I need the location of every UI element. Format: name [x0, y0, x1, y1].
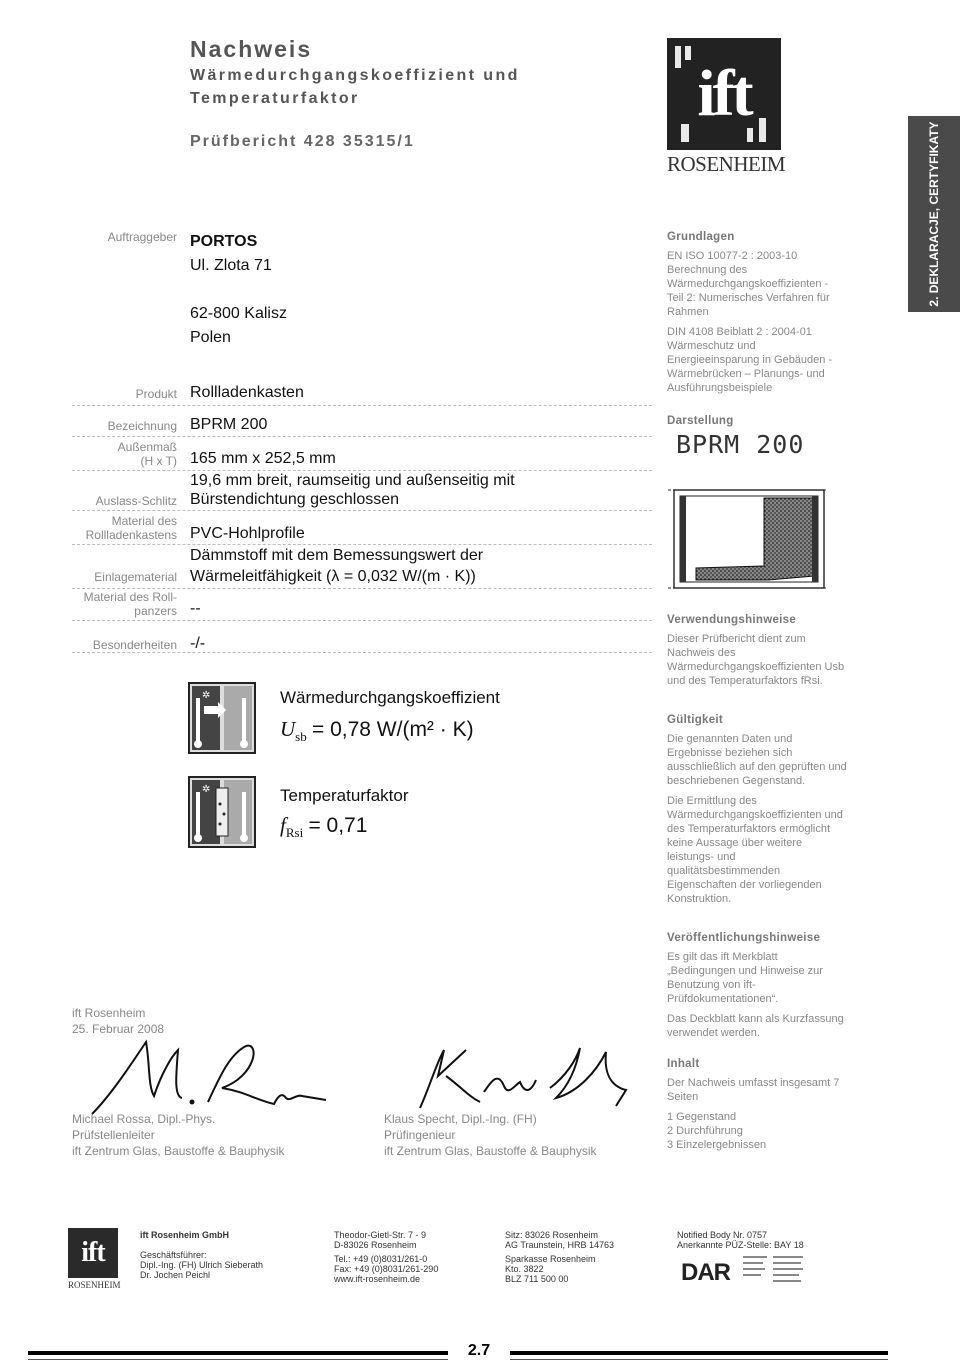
right-signatory-role: Prüfingenieur [384, 1128, 456, 1142]
verwendung-section [667, 613, 847, 688]
footer-logo-city: ROSENHEIM [68, 1280, 121, 1290]
footer-ift-logo [68, 1228, 121, 1292]
svg-text:✲: ✲ [202, 690, 211, 701]
inhalt-item: 3 Einzelergebnissen [667, 1139, 767, 1151]
footer-managers-label: Geschäftsführer: [140, 1250, 207, 1260]
footer-fax: Fax: +49 (0)8031/261-290 [334, 1264, 439, 1274]
u-symbol: U [280, 717, 296, 741]
gueltigkeit-text-2: Die Ermittlung des Wärmedurchgangskoeffizienten und des Temperaturfaktors ermöglicht keine Aussage über weitere leistungs- und qualitätsbestimmenden Eigenschaften der vorliegenden Konstruktion. [667, 795, 843, 905]
divider [72, 620, 652, 621]
inhalt-item: 2 Durchführung [667, 1125, 743, 1137]
footer-registry [505, 1230, 614, 1284]
left-signatory-org: ift Zentrum Glas, Baustoffe & Bauphysik [72, 1144, 285, 1158]
veroeffentlichung-text-1: Es gilt das ift Merkblatt „Bedingungen und Hinweise zur Benutzung von ift-Prüfdokumentationen“. [667, 951, 823, 1005]
aussenmass-value: 165 mm x 252,5 mm [190, 450, 336, 467]
signature-rossa [70, 1036, 340, 1116]
f-number: = 0,71 [308, 814, 368, 837]
gueltigkeit-heading: Gültigkeit [667, 714, 724, 726]
label-auftraggeber: Auftraggeber [107, 230, 177, 244]
logo-text: ift [697, 57, 751, 130]
footer-puez: Anerkannte PÜZ-Stelle: BAY 18 [677, 1240, 804, 1250]
panzer-value: -- [190, 600, 201, 617]
signature-place: ift Rosenheim [72, 1006, 146, 1020]
footer-manager-2: Dr. Jochen Peichl [140, 1270, 211, 1280]
grundlagen-heading: Grundlagen [667, 231, 735, 243]
cross-section-drawing [668, 486, 828, 596]
logo-city: ROSENHEIM [667, 152, 786, 176]
signature-date: 25. Februar 2008 [72, 1022, 165, 1036]
darstellung-heading: Darstellung [667, 415, 734, 427]
footer-logo-text: ift [68, 1228, 118, 1278]
darstellung-section [667, 414, 847, 428]
divider [72, 652, 652, 653]
client-city: 62-800 Kalisz [190, 305, 287, 322]
client-country: Polen [190, 329, 231, 346]
window-thermometer-icon [188, 682, 256, 754]
label-material-2: Rollladenkastens [85, 528, 177, 542]
footer-zip: D-83026 Rosenheim [334, 1240, 417, 1250]
einlage-line2: Wärmeleitfähigkeit (λ = 0,032 W/(m · K)) [190, 568, 476, 585]
section-tab-label: 2. DEKLARACJE, CERTYFIKATY [927, 121, 941, 307]
label-produkt: Produkt [135, 387, 177, 401]
signature-specht [380, 1036, 640, 1116]
footer-blz: BLZ 711 500 00 [505, 1274, 569, 1284]
auslass-line1: 19,6 mm breit, raumseitig und außenseitig mit [190, 472, 515, 489]
document-subtitle-line1: Wärmedurchgangskoeffizient und [190, 67, 520, 84]
divider [72, 588, 652, 589]
footer-court: AG Traunstein, HRB 14763 [505, 1240, 615, 1250]
label-aussenmass-1: Außenmaß [117, 440, 177, 454]
footer-bank: Sparkasse Rosenheim [505, 1254, 596, 1264]
client-name: PORTOS [190, 233, 258, 250]
u-subscript: sb [295, 729, 307, 745]
section-tab [908, 116, 960, 312]
footer-account: Kto. 3822 [505, 1264, 544, 1274]
verwendung-text: Dieser Prüfbericht dient zum Nachweis des Wärmedurchgangskoeffizienten Usb und des Temperaturfaktors fRsi. [667, 633, 845, 687]
footer-tel: Tel.: +49 (0)8031/261-0 [334, 1254, 428, 1264]
left-signatory-role: Prüfstellenleiter [72, 1128, 155, 1142]
footer-company-name: ift Rosenheim GmbH [140, 1230, 230, 1240]
footer-address [334, 1230, 438, 1284]
footer-notified-body: Notified Body Nr. 0757 [677, 1230, 768, 1240]
document-subtitle-line2: Temperaturfaktor [190, 90, 360, 107]
label-besonderheiten: Besonderheiten [92, 638, 177, 652]
gueltigkeit-section [667, 713, 847, 906]
f-symbol: f [280, 813, 286, 837]
svg-text:✲: ✲ [202, 784, 211, 795]
f-value [280, 813, 367, 841]
ift-logo [667, 38, 786, 182]
right-signatory [384, 1111, 597, 1159]
left-signatory-name: Michael Rossa, Dipl.-Phys. [72, 1112, 216, 1126]
f-subscript: Rsi [285, 825, 304, 841]
dar-letters: DAR [681, 1259, 730, 1286]
material-value: PVC-Hohlprofile [190, 525, 305, 542]
bezeichnung-value: BPRM 200 [190, 416, 268, 433]
inhalt-text: Der Nachweis umfasst insgesamt 7 Seiten [667, 1077, 840, 1103]
footer-notified [677, 1230, 804, 1250]
grundlagen-text-2: DIN 4108 Beiblatt 2 : 2004-01 Wärmeschutz und Energieeinsparung in Gebäuden - Wärmebrücken – Planungs- und Ausführungsbeispiele [667, 326, 833, 394]
footer-company [140, 1230, 263, 1280]
footer-seat: Sitz: 83026 Rosenheim [505, 1230, 599, 1240]
divider [72, 405, 652, 406]
drawing-title: BPRM 200 [676, 430, 805, 459]
gueltigkeit-text-1: Die genannten Daten und Ergebnisse beziehen sich ausschließlich auf den geprüften und beschriebenen Gegenstand. [667, 733, 847, 787]
produkt-value: Rollladenkasten [190, 384, 304, 401]
divider [72, 510, 652, 511]
right-signatory-org: ift Zentrum Glas, Baustoffe & Bauphysik [384, 1144, 597, 1158]
footer-manager-1: Dipl.-Ing. (FH) Ulrich Sieberath [140, 1260, 264, 1270]
veroeffentlichung-heading: Veröffentlichungshinweise [667, 932, 821, 944]
footer-street: Theodor-Gietl-Str. 7 - 9 [334, 1230, 427, 1240]
label-material-1: Material des [111, 514, 177, 528]
inhalt-heading: Inhalt [667, 1058, 700, 1070]
divider [72, 436, 652, 437]
right-signatory-name: Klaus Specht, Dipl.-Ing. (FH) [384, 1112, 537, 1126]
verwendung-heading: Verwendungshinweise [667, 614, 797, 626]
label-einlage: Einlagematerial [94, 570, 177, 584]
page-number: 2.7 [448, 1342, 510, 1364]
veroeffentlichung-text-2: Das Deckblatt kann als Kurzfassung verwendet werden. [667, 1013, 844, 1039]
einlage-line1: Dämmstoff mit dem Bemessungswert der [190, 547, 484, 564]
inhalt-item: 1 Gegenstand [667, 1111, 737, 1123]
label-aussenmass-2: (H x T) [140, 454, 177, 468]
label-panzer-1: Material des Roll- [83, 590, 177, 604]
u-title: Wärmedurchgangskoeffizient [280, 688, 500, 707]
u-number: = 0,78 W/(m² · K) [311, 718, 474, 741]
veroeffentlichung-section [667, 931, 847, 1040]
label-auslass: Auslass-Schlitz [95, 494, 177, 508]
left-signatory [72, 1111, 285, 1159]
auslass-line2: Bürstendichtung geschlossen [190, 491, 400, 508]
grundlagen-section [667, 230, 847, 395]
footer-web: www.ift-rosenheim.de [334, 1274, 421, 1284]
dar-accreditation-logo [677, 1252, 817, 1286]
grundlagen-text-1: EN ISO 10077-2 : 2003-10 Berechnung des Wärmedurchgangskoeffizienten - Teil 2: Numerisches Verfahren für Rahmen [667, 250, 830, 318]
window-condensation-icon [188, 776, 256, 848]
label-bezeichnung: Bezeichnung [107, 419, 177, 433]
label-panzer-2: panzers [134, 604, 177, 618]
u-value [280, 717, 474, 745]
besonderheiten-value: -/- [190, 635, 206, 652]
report-number: Prüfbericht 428 35315/1 [190, 133, 415, 150]
client-street: Ul. Zlota 71 [190, 257, 272, 274]
inhalt-section [667, 1057, 847, 1152]
document-title: Nachweis [190, 36, 313, 62]
f-title: Temperaturfaktor [280, 786, 409, 805]
